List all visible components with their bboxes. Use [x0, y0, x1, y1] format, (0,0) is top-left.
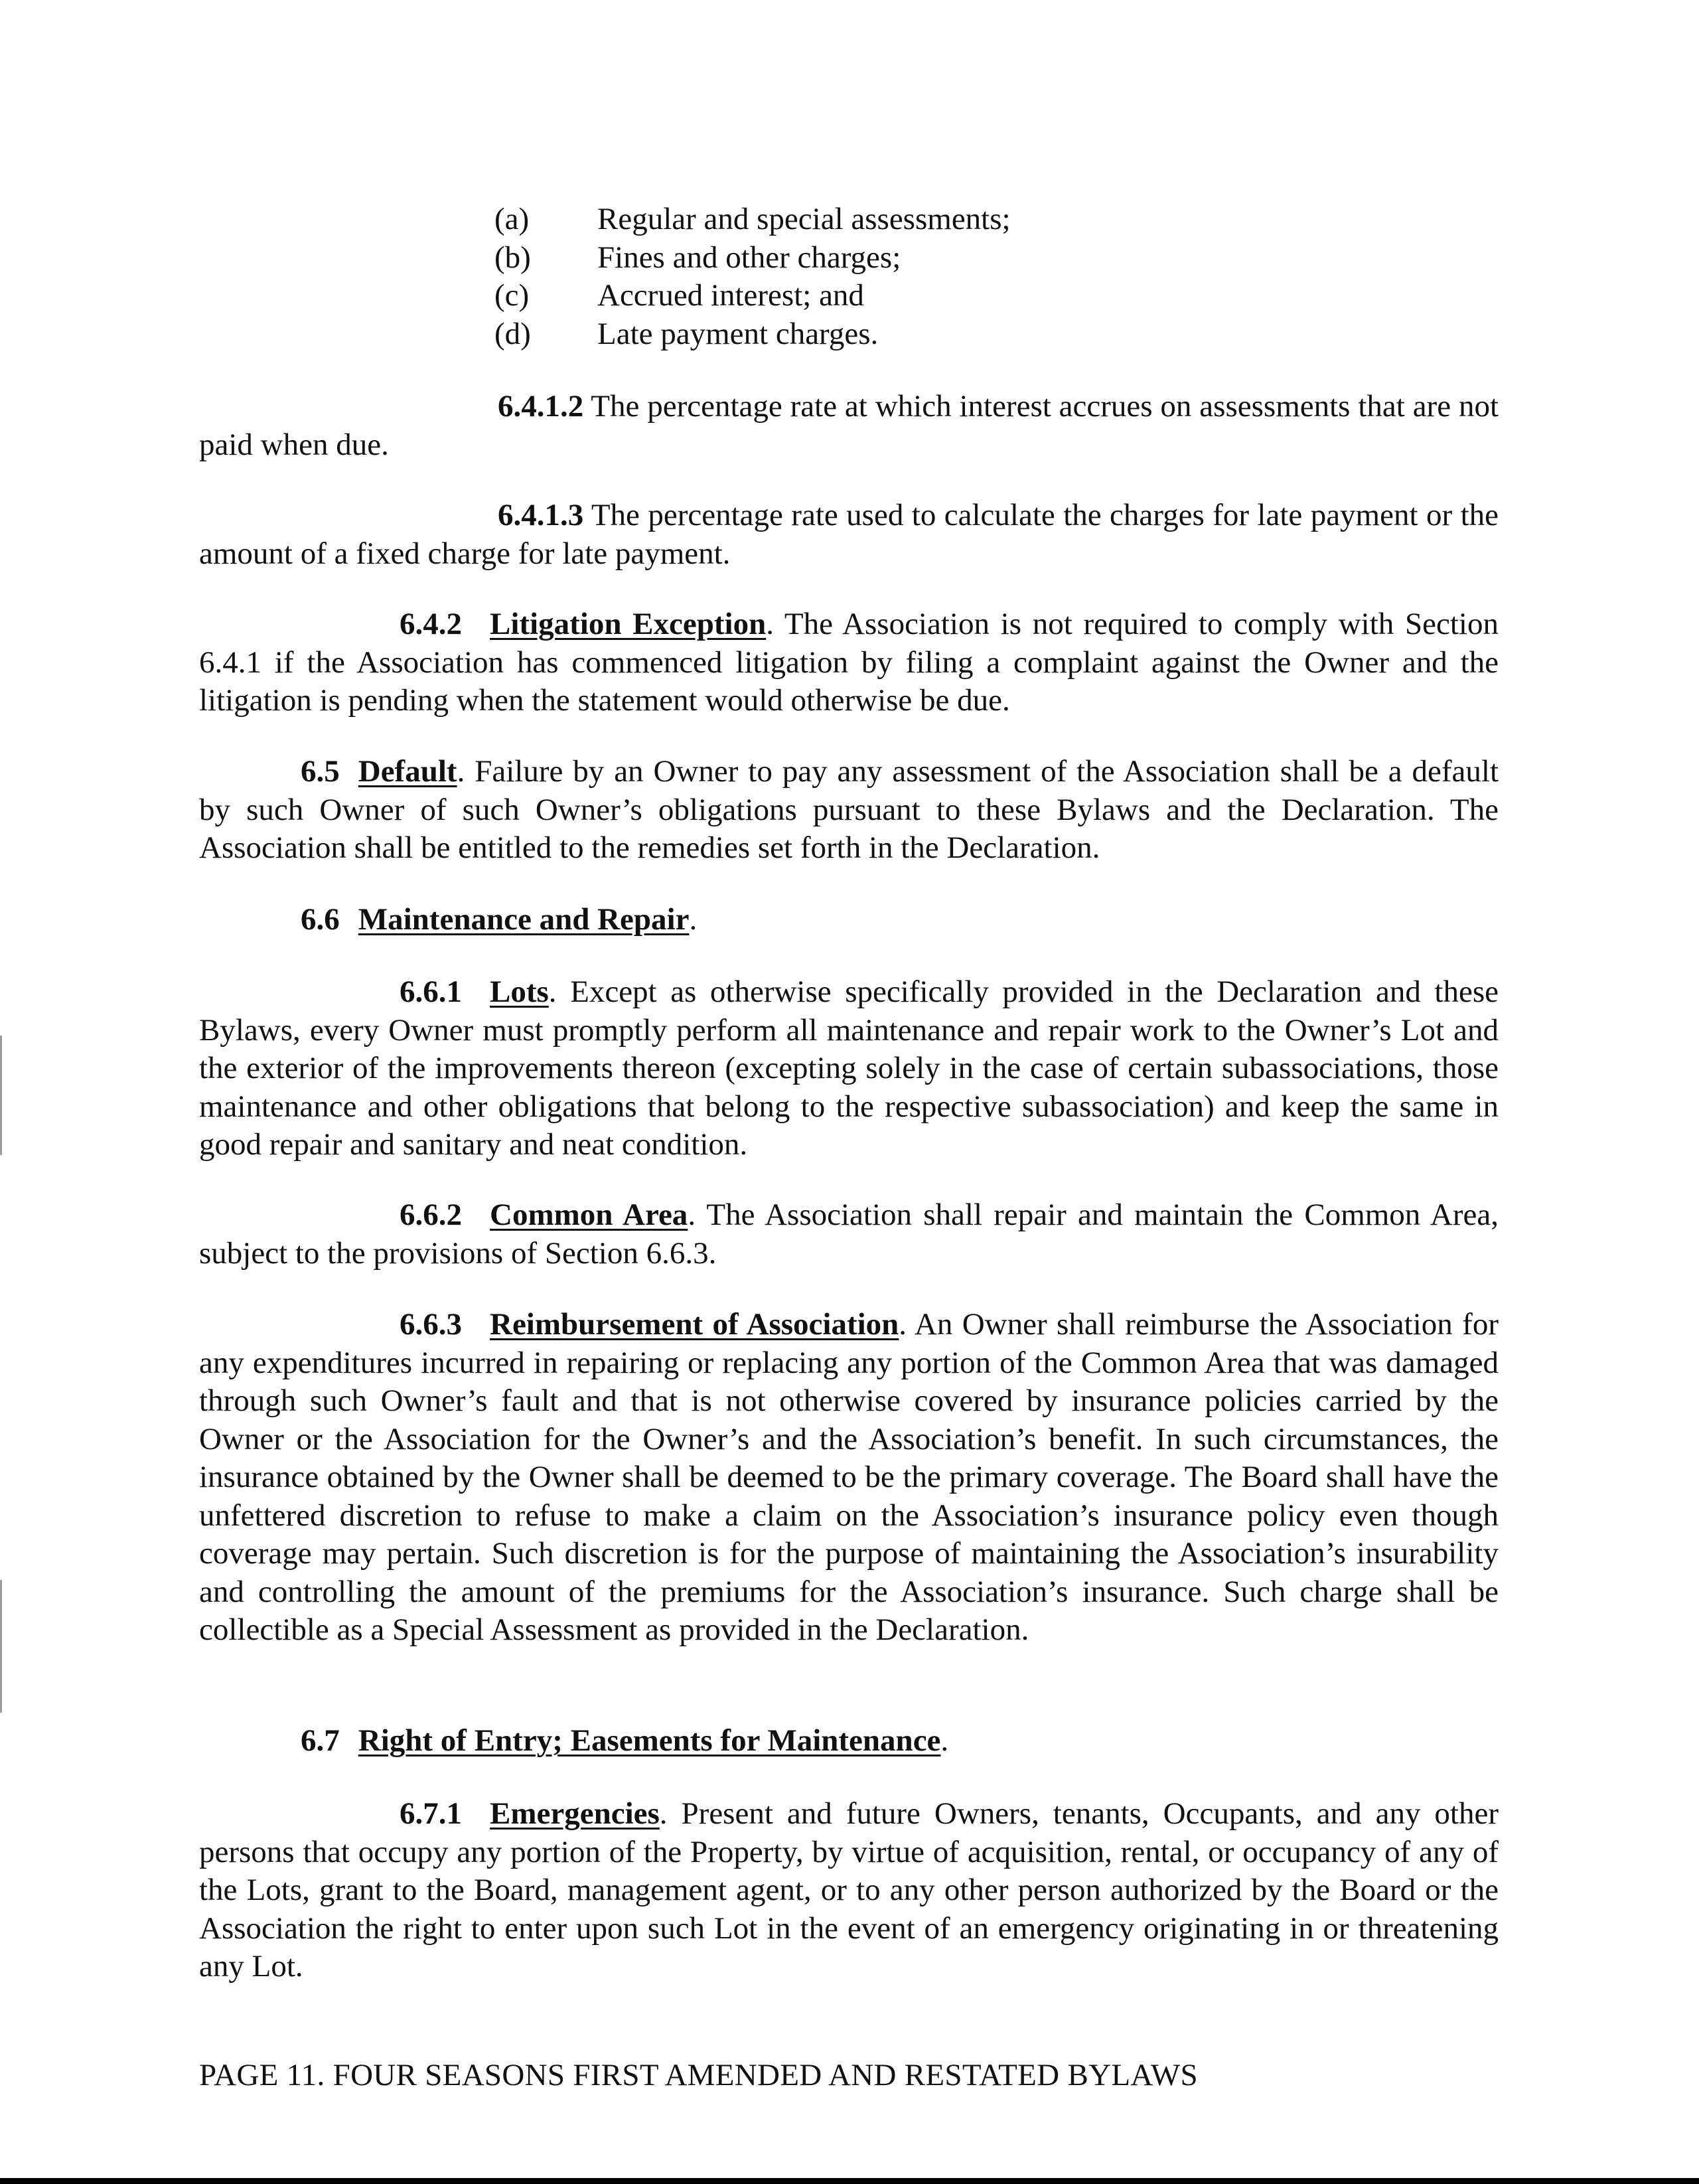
section-number: 6.6.2	[400, 1198, 462, 1232]
section-text: The percentage rate used to calculate the charges for late payment or the amount of a fixed charge for late payment.	[199, 498, 1499, 571]
section-heading: Reimbursement of Association	[490, 1307, 899, 1342]
section-number: 6.6.1	[400, 975, 462, 1009]
list-text: Accrued interest; and	[597, 278, 864, 313]
section-6-6-3: 6.6.3 Reimbursement of Association. An Owner shall reimburse the Association for any expenditures incurred in repairing or replacing any portion of the Common Area that was damaged through such Owner’s fault and that is not otherwise covered by insurance policies carried by the Owner or the Association for the Owner’s and the Association’s benefit. In such circumstances, the insurance obtained by the Owner shall be deemed to be the primary coverage. The Board shall have the unfettered discretion to refuse to make a claim on the Association’s insurance policy even though coverage may pertain. Such discretion is for the purpose of maintaining the Association’s insurability and controlling the amount of the premiums for the Association’s insurance. Such charge shall be collectible as a Special Assessment as provided in the Declaration.	[199, 1307, 1499, 1647]
section-heading: Common Area	[490, 1198, 688, 1232]
section-number: 6.4.1.2	[498, 389, 584, 424]
list-item-b	[494, 239, 901, 277]
section-number: 6.5	[301, 754, 340, 789]
section-text: Present and future Owners, tenants, Occupants, and any other persons that occupy any portion of the Property, by virtue of acquisition, rental, or occupancy of any of the Lots, grant to the Board, management agent, or to any other person authorized by the Board or the Association the right to enter upon such Lot in the event of an emergency originating in or threatening any Lot.	[199, 1796, 1499, 1984]
section-text: Except as otherwise specifically provided in the Declaration and these Bylaws, every Owner must promptly perform all maintenance and repair work to the Owner’s Lot and the exterior of the improvements thereon (excepting solely in the case of certain subassociations, those maintenance and other obligations that belong to the respective subassociation) and keep the same in good repair and sanitary and neat condition.	[199, 975, 1499, 1162]
section-6-6-2: 6.6.2 Common Area. The Association shall repair and maintain the Common Area, subject to the provisions of Section 6.6.3.	[199, 1198, 1499, 1271]
section-text: The Association shall repair and maintain the Common Area, subject to the provisions of Section 6.6.3.	[199, 1198, 1499, 1271]
list-text: Fines and other charges;	[597, 240, 901, 275]
section-text: The Association is not required to comply with Section 6.4.1 if the Association has commenced litigation by filing a complaint against the Owner and the litigation is pending when the statement would otherwise be due.	[199, 607, 1499, 718]
section-number: 6.6	[301, 902, 340, 937]
list-item-a	[494, 200, 1011, 239]
bottom-scan-border	[0, 2178, 1699, 2184]
section-number: 6.4.1.3	[498, 498, 584, 532]
section-heading: Default	[358, 754, 457, 789]
section-text: Failure by an Owner to pay any assessment of the Association shall be a default by such Owner of such Owner’s obligations pursuant to these Bylaws and the Declaration. The Association shall be entitled to the remedies set forth in the Declaration.	[199, 754, 1499, 865]
list-text: Late payment charges.	[597, 317, 879, 351]
list-item-d	[494, 315, 878, 354]
section-heading: Maintenance and Repair	[358, 902, 690, 937]
section-6-6-heading: 6.6 Maintenance and Repair.	[301, 902, 698, 937]
section-number: 6.7	[301, 1723, 340, 1758]
scan-edge-mark	[0, 1580, 2, 1713]
section-number: 6.6.3	[400, 1307, 462, 1342]
section-heading: Emergencies	[490, 1796, 660, 1831]
section-6-4-1-2	[199, 388, 1499, 464]
section-6-7-heading: 6.7 Right of Entry; Easements for Maintenance.	[301, 1723, 949, 1758]
section-heading: Lots	[490, 975, 549, 1009]
section-number: 6.4.2	[400, 607, 462, 641]
section-6-6-1: 6.6.1 Lots. Except as otherwise specifically provided in the Declaration and these Bylaws, every Owner must promptly perform all maintenance and repair work to the Owner’s Lot and the exterior of the improvements thereon (excepting solely in the case of certain subassociations, those maintenance and other obligations that belong to the respective subassociation) and keep the same in good repair and sanitary and neat condition.	[199, 975, 1499, 1162]
page-footer: PAGE 11. FOUR SEASONS FIRST AMENDED AND RESTATED BYLAWS	[199, 2058, 1198, 2092]
section-text: An Owner shall reimburse the Association for any expenditures incurred in repairing or replacing any portion of the Common Area that was damaged through such Owner’s fault and that is not otherwise covered by insurance policies carried by the Owner or the Association for the Owner’s and the Association’s benefit. In such circumstances, the insurance obtained by the Owner shall be deemed to be the primary coverage. The Board shall have the unfettered discretion to refuse to make a claim on the Association’s insurance policy even though coverage may pertain. Such discretion is for the purpose of maintaining the Association’s insurability and controlling the amount of the premiums for the Association’s insurance. Such charge shall be collectible as a Special Assessment as provided in the Declaration.	[199, 1307, 1499, 1647]
section-6-4-2: 6.4.2 Litigation Exception. The Association is not required to comply with Section 6.4.1 if the Association has commenced litigation by filing a complaint against the Owner and the litigation is pending when the statement would otherwise be due.	[199, 607, 1499, 718]
section-number: 6.7.1	[400, 1796, 462, 1831]
list-marker: (d)	[494, 317, 531, 351]
list-item-c	[494, 277, 864, 315]
section-6-4-1-3	[199, 497, 1499, 573]
list-text: Regular and special assessments;	[597, 202, 1011, 236]
section-6-7-1: 6.7.1 Emergencies. Present and future Owners, tenants, Occupants, and any other persons that occupy any portion of the Property, by virtue of acquisition, rental, or occupancy of any of the Lots, grant to the Board, management agent, or to any other person authorized by the Board or the Association the right to enter upon such Lot in the event of an emergency originating in or threatening any Lot.	[199, 1796, 1499, 1984]
list-marker: (c)	[494, 278, 530, 313]
scan-edge-mark	[0, 1036, 2, 1155]
list-marker: (a)	[494, 202, 530, 236]
list-marker: (b)	[494, 240, 531, 275]
section-heading: Right of Entry; Easements for Maintenance	[358, 1723, 941, 1758]
section-6-5: 6.5 Default. Failure by an Owner to pay any assessment of the Association shall be a default by such Owner of such Owner’s obligations pursuant to these Bylaws and the Declaration. The Association shall be entitled to the remedies set forth in the Declaration.	[199, 754, 1499, 865]
section-heading: Litigation Exception	[490, 607, 767, 641]
section-text: The percentage rate at which interest accrues on assessments that are not paid when due.	[199, 389, 1499, 462]
